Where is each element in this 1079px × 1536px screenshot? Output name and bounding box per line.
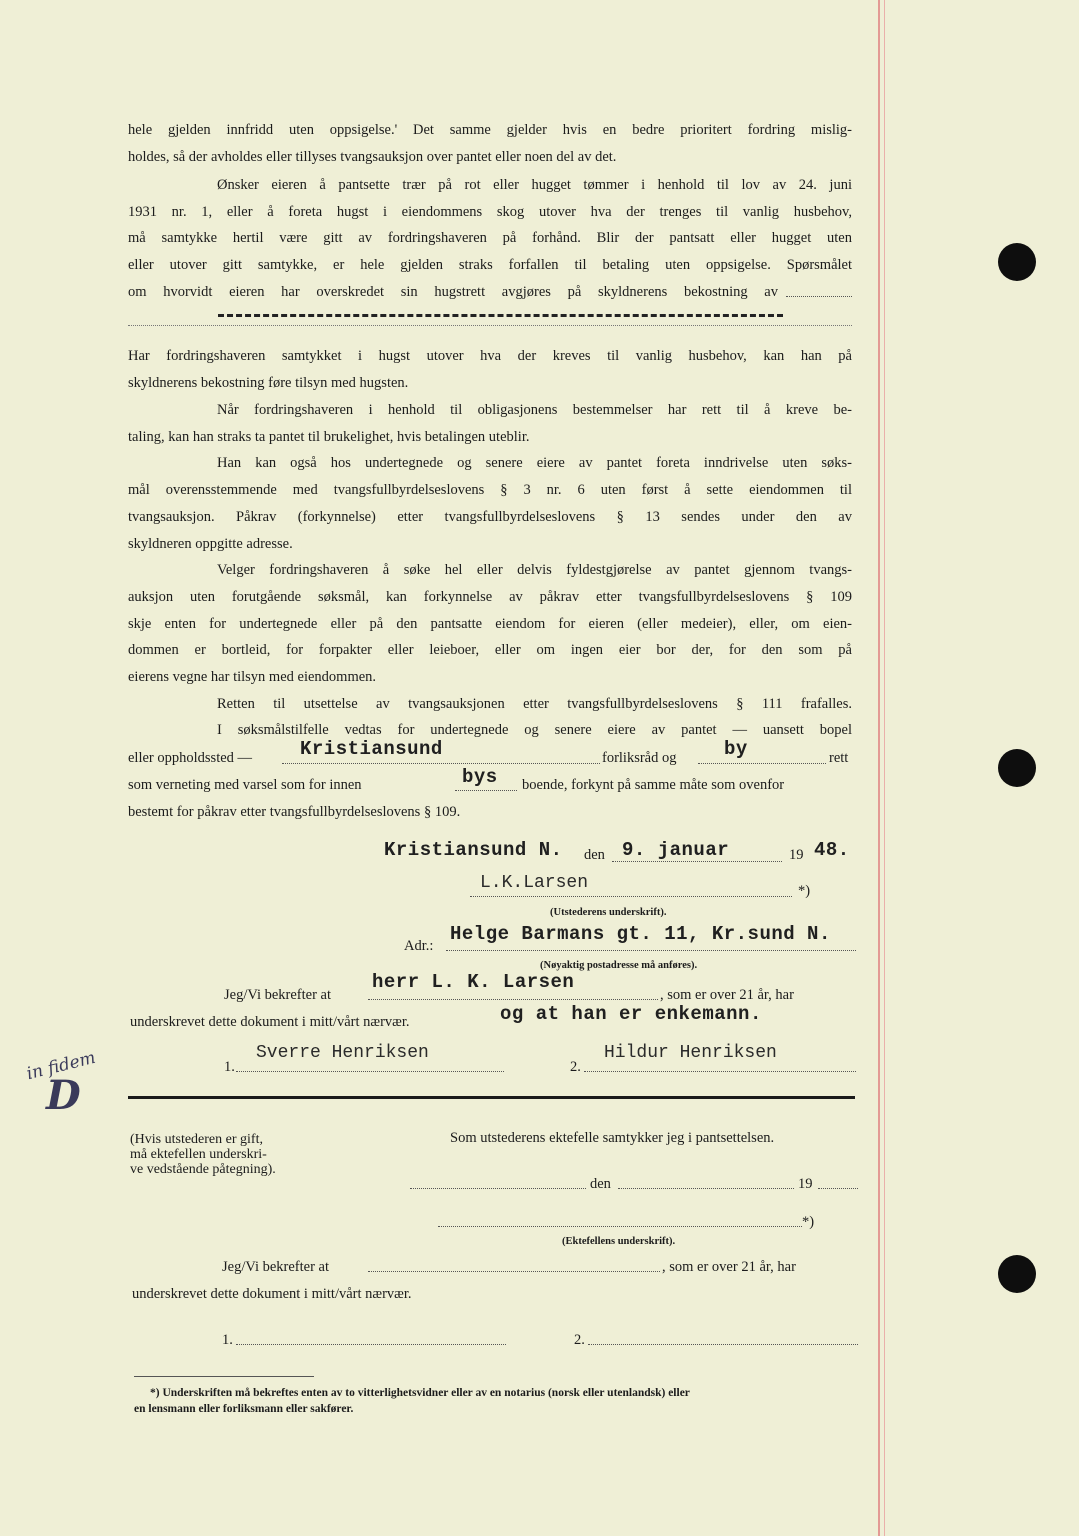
blank-line xyxy=(698,763,826,764)
body-line: bestemt for påkrav etter tvangsfullbyrdelseslovens § 109. xyxy=(128,804,461,820)
footnote: *) Underskriften må bekreftes enten av to vitterlighetsvidner eller av en notarius (norsk eller utenlandsk) eller xyxy=(150,1387,690,1399)
confirm-text: underskrevet dette dokument i mitt/vårt nærvær. xyxy=(132,1286,412,1302)
body-line: om hvorvidt eieren har overskredet sin hugstrett avgjøres på skyldnerens bekostning av xyxy=(128,284,778,300)
blank-line xyxy=(612,861,782,862)
body-line: dommen er bortleid, for forpakter eller leieboer, eller om ingen eier bor der, for den som på xyxy=(128,642,852,658)
body-line: hele gjelden innfridd uten oppsigelse.' Det samme gjelder hvis en bedre prioritert fordring mislig- xyxy=(128,122,852,138)
spouse-note: må ektefellen underskri- xyxy=(130,1147,267,1162)
body-line: som verneting med varsel som for innen xyxy=(128,777,362,793)
footnote-rule xyxy=(134,1376,314,1377)
body-line: taling, kan han straks ta pantet til brukelighet, hvis betalingen uteblir. xyxy=(128,429,530,445)
body-line: I søksmålstilfelle vedtas for undertegnede og senere eiere av pantet — uansett bopel xyxy=(217,722,852,738)
margin-note: in fidem xyxy=(24,1047,98,1085)
blank-line xyxy=(410,1188,586,1189)
witness-number: 2. xyxy=(574,1332,585,1348)
confirm-text: underskrevet dette dokument i mitt/vårt nærvær. xyxy=(130,1014,410,1030)
blank-line xyxy=(368,999,658,1000)
confirm-text: , som er over 21 år, har xyxy=(660,987,794,1003)
body-line: Ønsker eieren å pantsette trær på rot eller hugget tømmer i henhold til lov av 24. juni xyxy=(217,177,852,193)
witness-2-signature: Hildur Henriksen xyxy=(604,1043,777,1063)
body-line: forliksråd og xyxy=(602,750,677,766)
blank-line xyxy=(618,1188,794,1189)
issuer-caption: (Utstederens underskrift). xyxy=(550,907,667,918)
address-value: Helge Barmans gt. 11, Kr.sund N. xyxy=(450,923,831,945)
spouse-consent: Som utstederens ektefelle samtykker jeg i pantsettelsen. xyxy=(450,1130,775,1146)
blank-line xyxy=(588,1344,858,1345)
section-divider xyxy=(128,1096,855,1099)
witness-number: 2. xyxy=(570,1059,581,1075)
body-line: boende, forkynt på samme måte som ovenfor xyxy=(522,777,785,793)
footnote: en lensmann eller forliksmann eller sakfører. xyxy=(134,1403,354,1415)
issuer-signature: L.K.Larsen xyxy=(480,873,589,893)
punch-hole-top xyxy=(998,243,1036,281)
punch-hole-middle xyxy=(998,749,1036,787)
spouse-note: (Hvis utstederen er gift, xyxy=(130,1132,263,1147)
body-line: skje enten for undertegnede eller på den pantsatte eiendom for eieren (eller medeier), eller, om eien- xyxy=(128,616,852,632)
margin-rule xyxy=(878,0,880,1536)
blank-line xyxy=(786,296,852,297)
body-line: Han kan også hos undertegnede og senere eiere av pantet foreta inndrivelse uten søks- xyxy=(217,455,852,471)
blank-line xyxy=(455,790,517,791)
spouse-caption: (Ektefellens underskrift). xyxy=(562,1236,676,1247)
body-line: 1931 nr. 1, eller å foreta hugst i eiendommens skog utover hva der trenges til vanlig husbehov, xyxy=(128,204,852,220)
adr-label: Adr.: xyxy=(404,938,434,954)
address-caption: (Nøyaktig postadresse må anføres). xyxy=(540,960,698,971)
strike-dash-rule xyxy=(218,314,783,317)
body-line: rett xyxy=(829,750,849,766)
blank-line xyxy=(368,1271,660,1272)
blank-line xyxy=(470,896,792,897)
confirm-text: Jeg/Vi bekrefter at xyxy=(222,1259,330,1275)
body-line: holdes, så der avholdes eller tillyses tvangsauksjon over pantet eller noen del av det. xyxy=(128,149,617,165)
body-line: skyldnerens bekostning føre tilsyn med hugsten. xyxy=(128,375,409,391)
star-mark: *) xyxy=(798,883,811,899)
blank-line xyxy=(282,763,600,764)
spouse-note: ve vedstående påtegning). xyxy=(130,1162,276,1177)
witness-1-signature: Sverre Henriksen xyxy=(256,1043,429,1063)
den-label: den xyxy=(584,847,605,863)
den-label: den xyxy=(590,1176,611,1192)
body-line: Retten til utsettelse av tvangsauksjonen etter tvangsfullbyrdelseslovens § 111 frafalles. xyxy=(217,696,852,712)
body-line: Velger fordringshaveren å søke hel eller delvis fyldestgjørelse av pantet gjennom tvangs- xyxy=(217,562,852,578)
sign-day: 9. januar xyxy=(622,839,730,861)
punch-hole-bottom xyxy=(998,1255,1036,1293)
witness-number: 1. xyxy=(224,1059,235,1075)
margin-mark: D xyxy=(46,1072,81,1119)
year-prefix: 19 xyxy=(798,1176,813,1192)
star-mark: *) xyxy=(802,1214,815,1230)
body-line: må samtykke hertil være gitt av fordringshaveren på forhånd. Blir der pantsatt eller hugget uten xyxy=(128,230,852,246)
blank-line xyxy=(818,1188,858,1189)
sign-year: 48. xyxy=(814,839,850,861)
blank-line xyxy=(584,1071,856,1072)
body-line: Har fordringshaveren samtykket i hugst utover hva der kreves til vanlig husbehov, kan han på xyxy=(128,348,852,364)
filled-innen: bys xyxy=(462,766,498,788)
confirm-text: Jeg/Vi bekrefter at xyxy=(224,987,332,1003)
body-line: eller utover gitt samtykke, er hele gjelden straks forfallen til betaling uten oppsigelse. Spørsmålet xyxy=(128,257,852,273)
body-line: eller oppholdssted — xyxy=(128,750,253,766)
blank-line xyxy=(128,325,852,326)
body-line: Når fordringshaveren i henhold til obligasjonens bestemmelser har rett til å kreve be- xyxy=(217,402,852,418)
blank-line xyxy=(236,1071,504,1072)
witness-subject: herr L. K. Larsen xyxy=(372,971,575,993)
witness-number: 1. xyxy=(222,1332,233,1348)
sign-place: Kristiansund N. xyxy=(384,839,563,861)
body-line: skyldneren oppgitte adresse. xyxy=(128,536,293,552)
body-line: tvangsauksjon. Påkrav (forkynnelse) etter tvangsfullbyrdelseslovens § 13 sendes under den av xyxy=(128,509,852,525)
blank-line xyxy=(446,950,856,951)
confirm-text: , som er over 21 år, har xyxy=(662,1259,796,1275)
filled-place: Kristiansund xyxy=(300,738,443,760)
blank-line xyxy=(438,1226,802,1227)
margin-rule-secondary xyxy=(884,0,885,1536)
year-prefix: 19 xyxy=(789,847,804,863)
body-line: auksjon uten forutgående søksmål, kan forkynnelse av påkrav etter tvangsfullbyrdelseslovens § 109 xyxy=(128,589,852,605)
body-line: mål overensstemmende med tvangsfullbyrdelseslovens § 3 nr. 6 uten først å sette eiendommen til xyxy=(128,482,852,498)
filled-court: by xyxy=(724,738,748,760)
blank-line xyxy=(236,1344,506,1345)
witness-addition: og at han er enkemann. xyxy=(500,1003,762,1025)
body-line: eierens vegne har tilsyn med eiendommen. xyxy=(128,669,377,685)
